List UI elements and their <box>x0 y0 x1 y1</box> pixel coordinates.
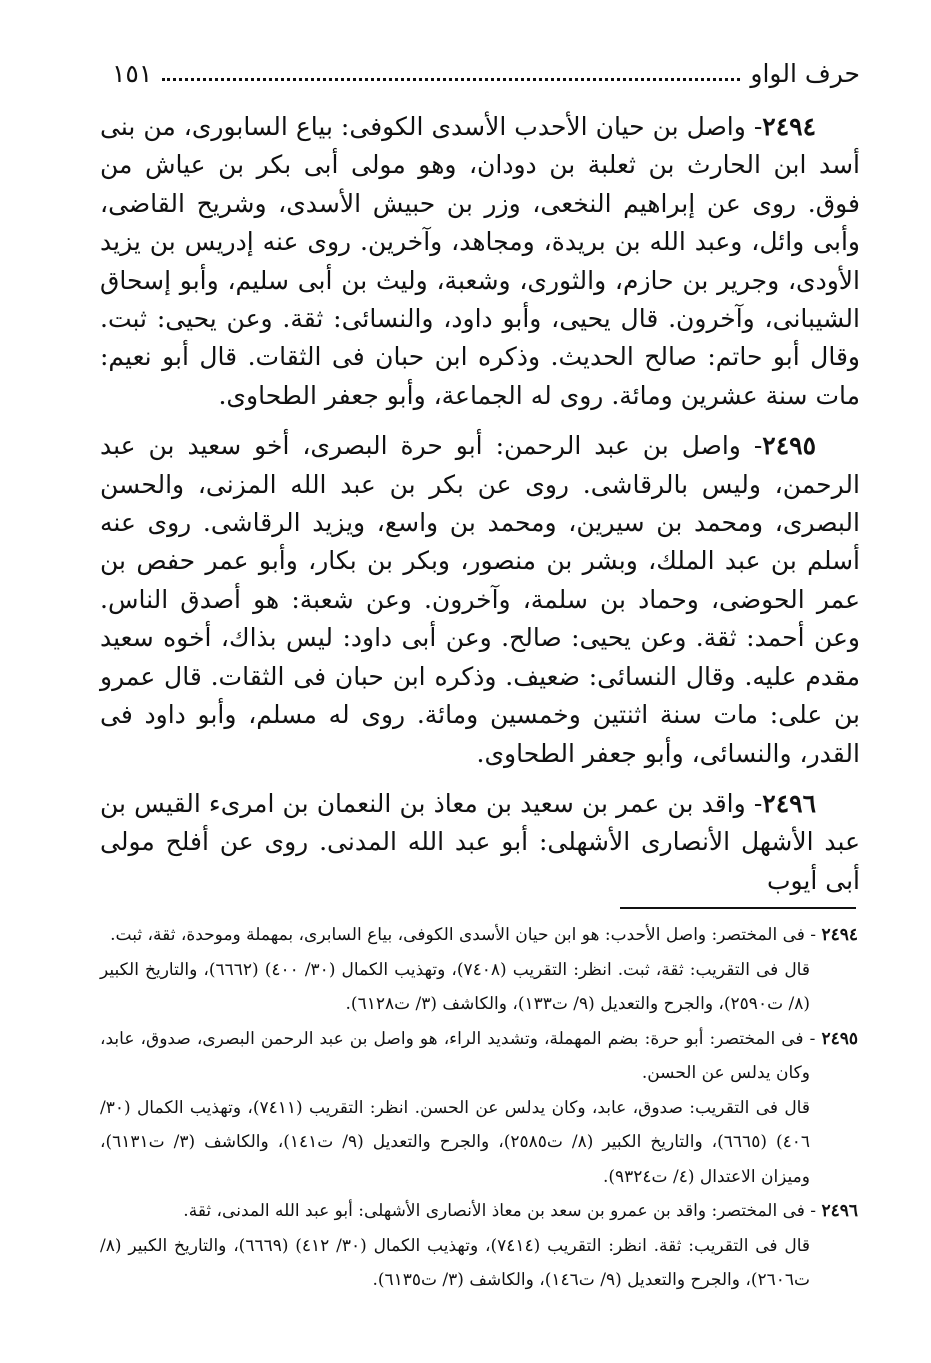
footnote-number: ٢٤٩٥ <box>821 1028 858 1049</box>
entry-2494 <box>100 108 860 415</box>
header-title: حرف الواو <box>750 58 860 88</box>
entry-number: ٢٤٩٥ <box>762 431 816 461</box>
footnote-divider <box>620 907 856 909</box>
entry-number: ٢٤٩٦ <box>762 788 816 818</box>
footnote-text: قال فى التقريب: ثقة. انظر: التقريب (٧٤١٤)، وتهذيب الكمال (٣٠/ ٤١٢) (٦٦٦٩)، والتاريخ الكبير (٨/ ت٢٦٠٦)، والجرح والتعديل (٩/ ت١٤٦)، والكاشف (٣/ ت٦١٣٥). <box>100 1235 811 1290</box>
header-dot-leader <box>162 78 740 81</box>
main-text <box>100 108 860 900</box>
footnote-text: - فى المختصر: واقد بن عمرو بن سعد بن معاذ الأنصارى الأشهلى: أبو عبد الله المدنى، ثقة. <box>183 1201 817 1221</box>
footnote-text: - فى المختصر: واصل الأحدب: هو ابن حيان الأسدى الكوفى، بياع السابرى، بمهملة وموحدة، ثقة، ثبت. <box>110 925 817 945</box>
footnote-text: - فى المختصر: أبو حرة: بضم المهملة، وتشديد الراء، هو واصل بن عبد الرحمن البصرى، صدوق، عابد، وكان يدلس عن الحسن. <box>100 1028 816 1083</box>
entry-2496 <box>100 785 860 900</box>
footnote-2494-taqrib <box>100 953 858 1022</box>
footnote-2494-mukhtasar <box>100 918 858 953</box>
footnote-text: قال فى التقريب: صدوق، عابد، وكان يدلس عن الحسن. انظر: التقريب (٧٤١١)، وتهذيب الكمال (٣٠/ ٤٠٦) (٦٦٦٥)، والتاريخ الكبير (٨/ ت٢٥٨٥)، والجرح والتعديل (٩/ ت١٤١)، والكاشف (٣/ ت٦١٣١)، وميزان الاعتدال (٤/ ت٩٣٢٤). <box>100 1097 811 1187</box>
entry-text: - واصل بن عبد الرحمن: أبو حرة البصرى، أخو سعيد بن عبد الرحمن، وليس بالرقاشى. روى عن بكر بن عبد الله المزنى، والحسن البصرى، ومحمد بن سيرين، ومحمد بن واسع، ويزيد الرقاشى. روى عنه أسلم بن عبد الملك، وبشر بن منصور، وبكر بن بكار، وأبو عمر حفص بن عمر الحوضى، وحماد بن سلمة، وآخرون. وعن شعبة: هو أصدق الناس. وعن أحمد: ثقة. وعن يحيى: صالح. وعن أبى داود: ليس بذاك، أخوه سعيد مقدم عليه. وقال النسائى: ضعيف. وذكره ابن حبان فى الثقات. قال عمرو بن على: مات سنة اثنتين وخمسين ومائة. روى له مسلم، وأبو داود فى القدر، والنسائى، وأبو جعفر الطحاوى. <box>100 431 860 768</box>
footnote-number: ٢٤٩٦ <box>821 1201 858 1221</box>
footnotes <box>100 918 858 1298</box>
footnote-2495-mukhtasar <box>100 1022 858 1091</box>
entry-2495 <box>100 427 860 773</box>
footnote-2496-mukhtasar <box>100 1194 858 1229</box>
footnote-text: قال فى التقريب: ثقة، ثبت. انظر: التقريب (٧٤٠٨)، وتهذيب الكمال (٣٠/ ٤٠٠) (٦٦٦٢)، والتاريخ الكبير (٨/ ت٢٥٩٠)، والجرح والتعديل (٩/ ت١٣٣)، والكاشف (٣/ ت٦١٢٨). <box>100 959 810 1014</box>
footnote-number: ٢٤٩٤ <box>821 925 858 945</box>
entry-number: ٢٤٩٤ <box>762 112 816 141</box>
footnote-2495-taqrib <box>100 1091 858 1195</box>
entry-text: - واصل بن حيان الأحدب الأسدى الكوفى: بياع السابورى، من بنى أسد ابن الحارث بن ثعلبة بن دودان، وهو مولى أبى بكر بن عياش من فوق. روى عن إبراهيم النخعى، وزر بن حبيش الأسدى، وشريح القاضى، وأبى وائل، وعبد الله بن بريدة، ومجاهد، وآخرين. روى عنه إدريس بن يزيد الأودى، وجرير بن حازم، والثورى، وشعبة، وليث بن أبى سليم، وأبو إسحاق الشيبانى، وآخرون. قال يحيى، وأبو داود، والنسائى: ثقة. وعن يحيى: ثبت. وقال أبو حاتم: صالح الحديث. وذكره ابن حبان فى الثقات. قال أبو نعيم: مات سنة عشرين ومائة. روى له الجماعة، وأبو جعفر الطحاوى. <box>100 112 860 410</box>
running-header <box>112 56 860 90</box>
entry-text: - واقد بن عمر بن سعيد بن معاذ بن النعمان بن امرىء القيس بن عبد الأشهل الأنصارى الأشهلى: أبو عبد الله المدنى. روى عن أفلح مولى أبى أيوب <box>100 788 860 895</box>
footnote-2496-taqrib <box>100 1229 858 1298</box>
page-number: ١٥١ <box>112 58 153 88</box>
